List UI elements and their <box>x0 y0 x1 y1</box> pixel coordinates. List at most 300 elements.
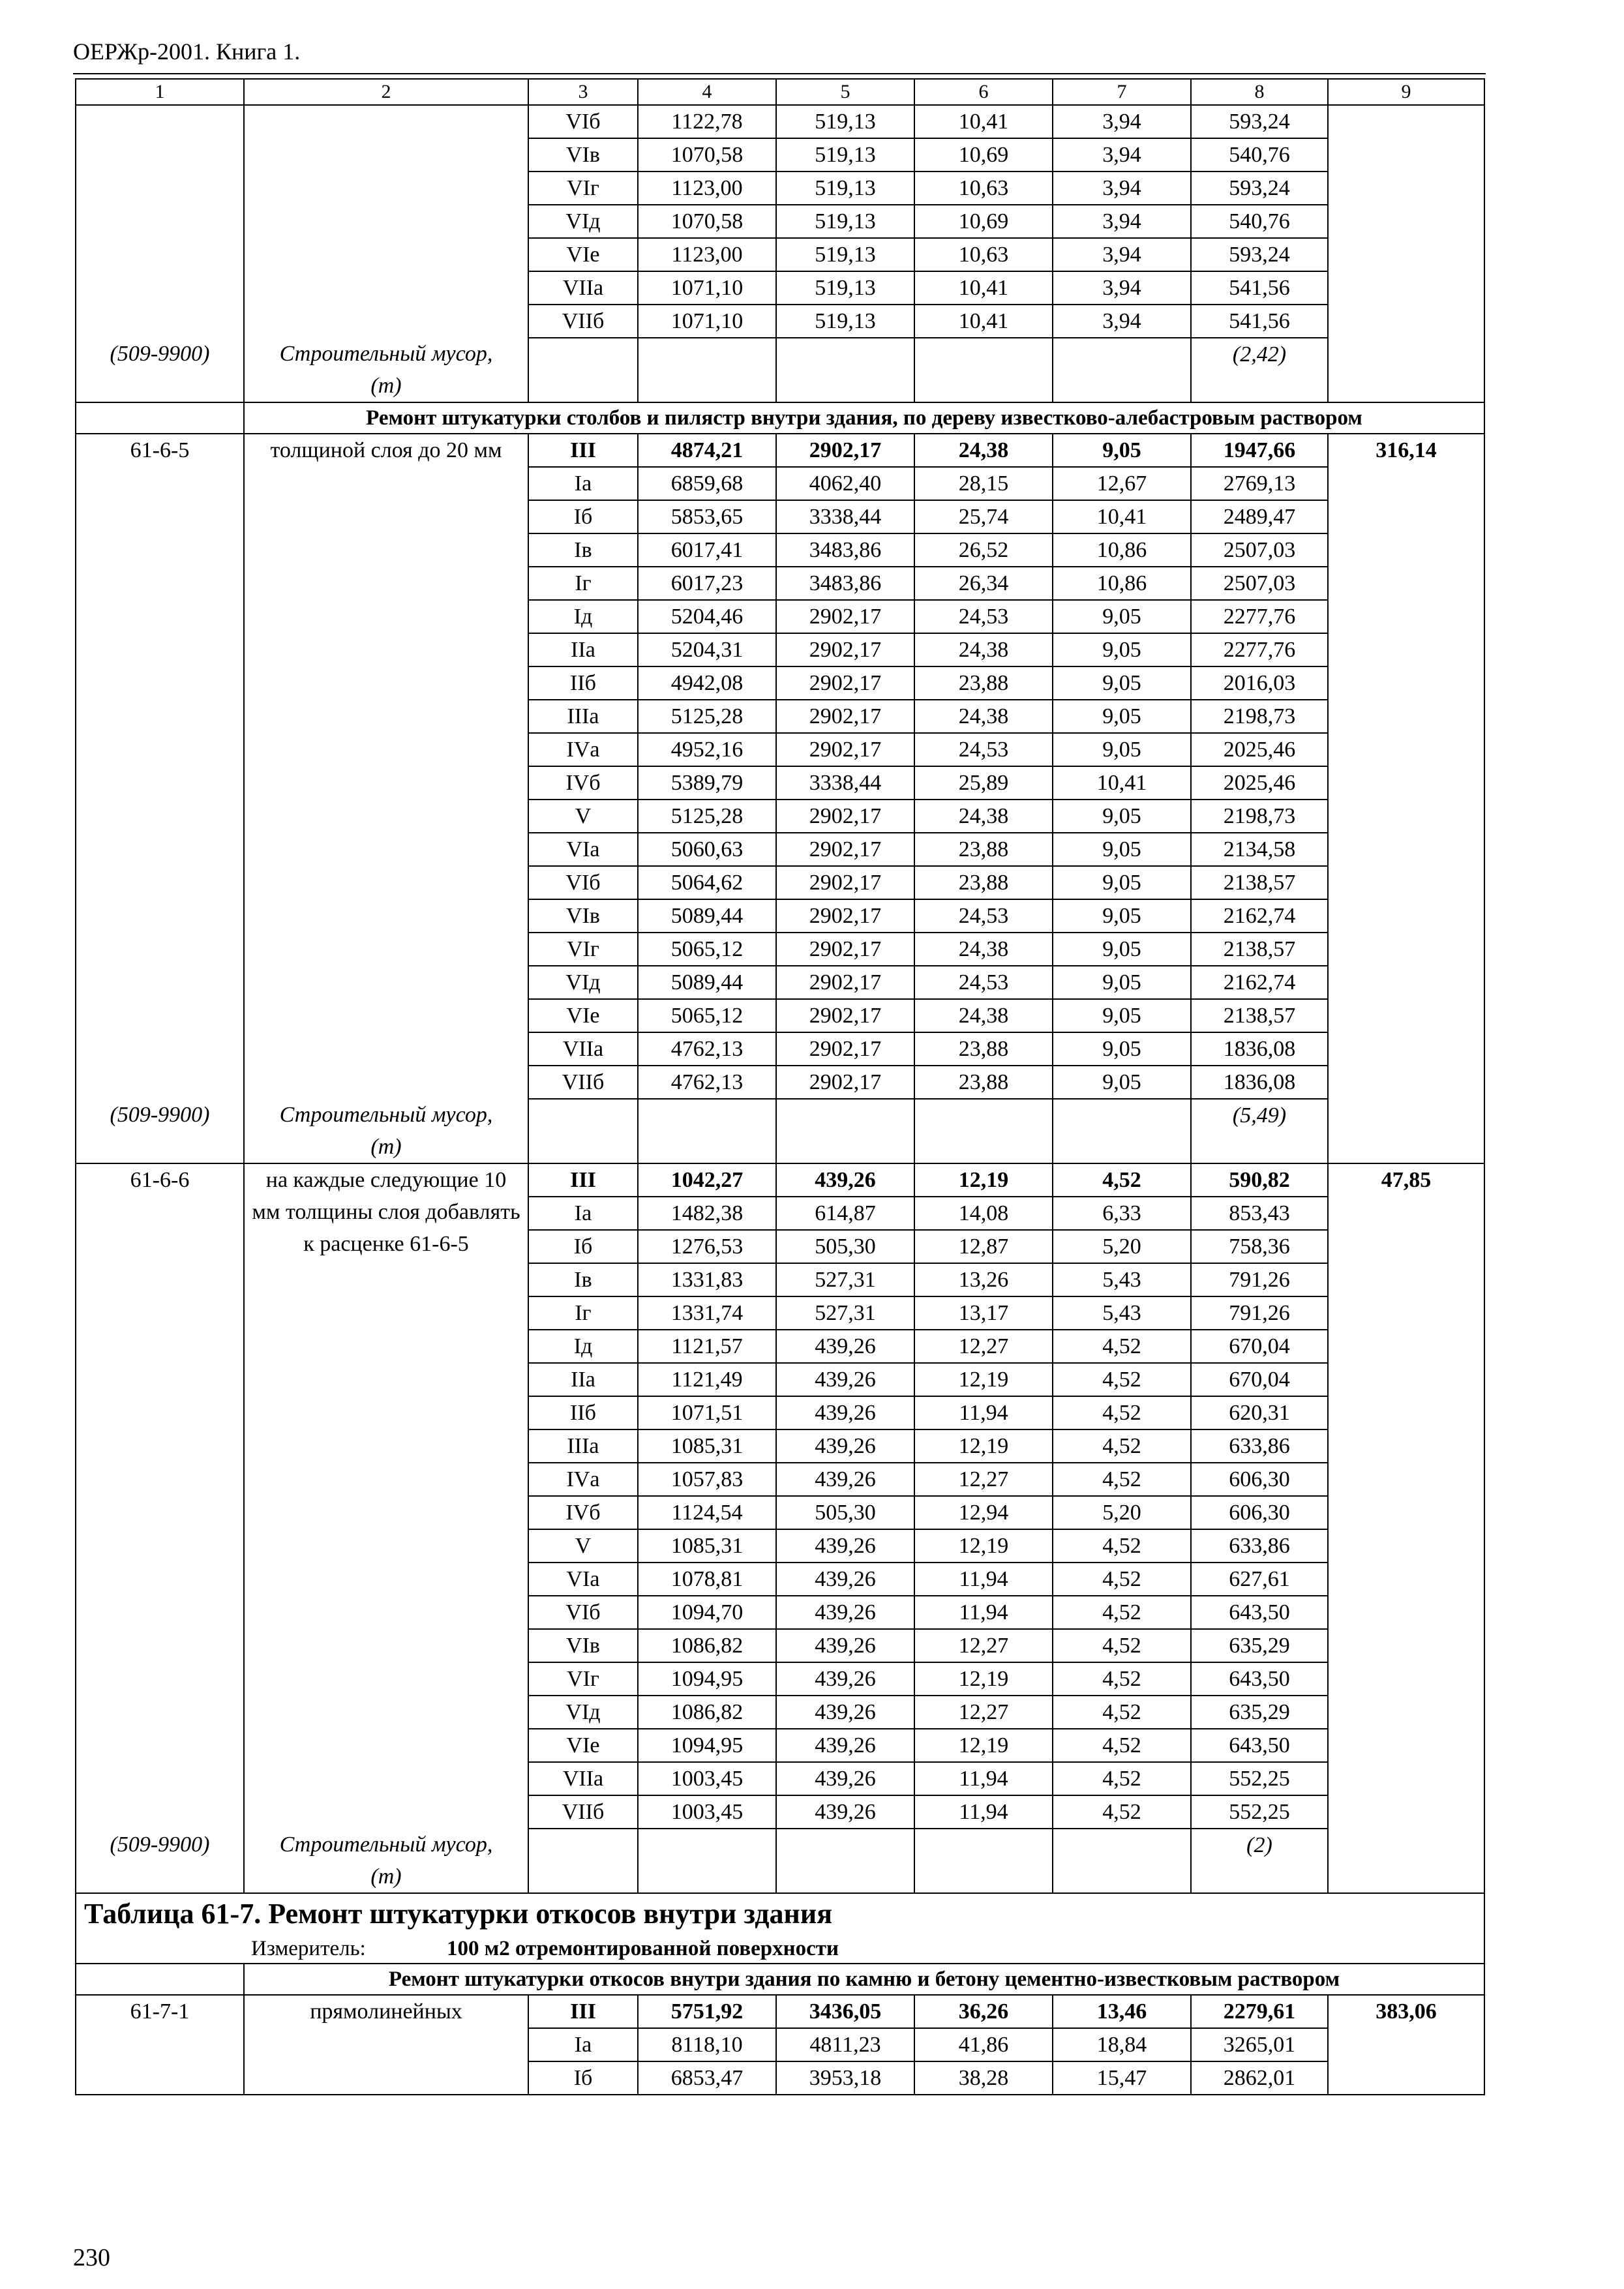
machinists-wages-cell: 4,52 <box>1053 1396 1191 1429</box>
column-number: 9 <box>1328 79 1484 105</box>
zone-cell: V <box>528 800 638 833</box>
debris-quantity: (5,49) <box>1191 1099 1328 1163</box>
machinists-wages-cell: 5,43 <box>1053 1263 1191 1296</box>
zone-cell: VIв <box>528 1629 638 1662</box>
wages-cell: 439,26 <box>776 1463 914 1496</box>
machines-cell: 11,94 <box>914 1795 1053 1829</box>
total-cost-cell: 4762,13 <box>638 1032 776 1066</box>
section-heading-row <box>76 1964 1484 1995</box>
wages-cell: 439,26 <box>776 1529 914 1563</box>
meter-value: 100 м2 отремонтированной поверхности <box>447 1937 839 1960</box>
total-cost-cell: 5389,79 <box>638 766 776 800</box>
total-cost-cell: 1094,95 <box>638 1729 776 1762</box>
rate-description: на каждые следующие 10 мм толщины слоя добавлять к расценке 61-6-5 <box>244 1163 528 1829</box>
zone-cell: Iд <box>528 1330 638 1363</box>
total-cost-cell: 4952,16 <box>638 733 776 766</box>
debris-unit-text: (т) <box>370 1135 402 1159</box>
materials-cell: 540,76 <box>1191 138 1328 172</box>
total-cost-cell: 4762,13 <box>638 1066 776 1099</box>
machinists-wages-cell: 15,47 <box>1053 2061 1191 2095</box>
machines-cell: 11,94 <box>914 1762 1053 1795</box>
zone-cell: Iв <box>528 533 638 567</box>
machinists-wages-cell: 6,33 <box>1053 1197 1191 1230</box>
materials-cell: 2134,58 <box>1191 833 1328 866</box>
wages-cell: 2902,17 <box>776 800 914 833</box>
wages-cell: 439,26 <box>776 1163 914 1197</box>
wages-cell: 439,26 <box>776 1729 914 1762</box>
empty-cell <box>528 1099 638 1163</box>
machinists-wages-cell: 9,05 <box>1053 600 1191 633</box>
wages-cell: 2902,17 <box>776 1066 914 1099</box>
zone-cell: Iб <box>528 1230 638 1263</box>
zone-cell: V <box>528 1529 638 1563</box>
materials-cell: 633,86 <box>1191 1529 1328 1563</box>
machines-cell: 10,63 <box>914 238 1053 271</box>
machines-cell: 11,94 <box>914 1396 1053 1429</box>
column-number: 3 <box>528 79 638 105</box>
total-cost-cell: 5064,62 <box>638 866 776 899</box>
machines-cell: 10,41 <box>914 271 1053 305</box>
machinists-wages-cell: 5,20 <box>1053 1496 1191 1529</box>
total-cost-cell: 6853,47 <box>638 2061 776 2095</box>
machines-cell: 12,94 <box>914 1496 1053 1529</box>
debris-unit-text: (т) <box>370 374 402 398</box>
wages-cell: 3953,18 <box>776 2061 914 2095</box>
table-title: Таблица 61-7. Ремонт штукатурки откосов внутри здания <box>76 1893 1484 1934</box>
wages-cell: 519,13 <box>776 305 914 338</box>
wages-cell: 505,30 <box>776 1230 914 1263</box>
zone-cell: VIд <box>528 205 638 238</box>
machinists-wages-cell: 4,52 <box>1053 1330 1191 1363</box>
zone-cell: VIа <box>528 833 638 866</box>
labor-cell: 47,85 <box>1328 1163 1484 1829</box>
debris-code: (509-9900) <box>76 1829 244 1893</box>
debris-code: (509-9900) <box>76 1099 244 1163</box>
total-cost-cell: 1057,83 <box>638 1463 776 1496</box>
rate-description: прямолинейных <box>244 1995 528 2095</box>
empty-cell <box>914 1829 1053 1893</box>
materials-cell: 791,26 <box>1191 1263 1328 1296</box>
machinists-wages-cell: 4,52 <box>1053 1662 1191 1696</box>
machinists-wages-cell: 3,94 <box>1053 238 1191 271</box>
materials-cell: 2507,03 <box>1191 533 1328 567</box>
empty-cell <box>1053 1829 1191 1893</box>
total-cost-cell: 1122,78 <box>638 105 776 138</box>
debris-quantity: (2) <box>1191 1829 1328 1893</box>
machinists-wages-cell: 4,52 <box>1053 1696 1191 1729</box>
machinists-wages-cell: 3,94 <box>1053 305 1191 338</box>
empty-cell <box>914 1099 1053 1163</box>
zone-cell: VIIа <box>528 1032 638 1066</box>
machinists-wages-cell: 9,05 <box>1053 434 1191 467</box>
section-heading: Ремонт штукатурки откосов внутри здания по камню и бетону цементно-известковым раствором <box>244 1964 1484 1995</box>
section-heading-row <box>76 402 1484 434</box>
machinists-wages-cell: 9,05 <box>1053 833 1191 866</box>
zone-cell: IIIа <box>528 700 638 733</box>
rate-first-row <box>76 434 1484 467</box>
zone-cell: Iа <box>528 1197 638 1230</box>
wages-cell: 519,13 <box>776 105 914 138</box>
total-cost-cell: 1085,31 <box>638 1429 776 1463</box>
rates-table <box>75 78 1484 2095</box>
zone-cell: IIб <box>528 666 638 700</box>
machines-cell: 28,15 <box>914 467 1053 500</box>
debris-label <box>244 338 528 402</box>
wages-cell: 2902,17 <box>776 833 914 866</box>
wages-cell: 439,26 <box>776 1596 914 1629</box>
description-cell <box>244 105 528 338</box>
debris-row <box>76 338 1484 402</box>
machinists-wages-cell: 4,52 <box>1053 1363 1191 1396</box>
machinists-wages-cell: 4,52 <box>1053 1629 1191 1662</box>
column-numbers-row <box>76 79 1484 105</box>
machinists-wages-cell: 10,41 <box>1053 500 1191 533</box>
machinists-wages-cell: 4,52 <box>1053 1596 1191 1629</box>
materials-cell: 2138,57 <box>1191 933 1328 966</box>
machines-cell: 10,69 <box>914 205 1053 238</box>
materials-cell: 540,76 <box>1191 205 1328 238</box>
materials-cell: 2162,74 <box>1191 899 1328 933</box>
machines-cell: 13,17 <box>914 1296 1053 1330</box>
zone-cell: VIг <box>528 1662 638 1696</box>
total-cost-cell: 5125,28 <box>638 800 776 833</box>
machines-cell: 11,94 <box>914 1596 1053 1629</box>
labor-cell <box>1328 1829 1484 1893</box>
machines-cell: 24,38 <box>914 700 1053 733</box>
wages-cell: 439,26 <box>776 1762 914 1795</box>
empty-cell <box>528 1829 638 1893</box>
machinists-wages-cell: 3,94 <box>1053 172 1191 205</box>
zone-cell: IVб <box>528 766 638 800</box>
zone-cell: IVб <box>528 1496 638 1529</box>
materials-cell: 2862,01 <box>1191 2061 1328 2095</box>
table-title-row <box>76 1893 1484 1934</box>
total-cost-cell: 8118,10 <box>638 2028 776 2061</box>
materials-cell: 2279,61 <box>1191 1995 1328 2028</box>
materials-cell: 552,25 <box>1191 1795 1328 1829</box>
labor-cell: 383,06 <box>1328 1995 1484 2095</box>
header-rule <box>73 73 1486 74</box>
materials-cell: 2489,47 <box>1191 500 1328 533</box>
column-number: 5 <box>776 79 914 105</box>
total-cost-cell: 1086,82 <box>638 1696 776 1729</box>
section-heading: Ремонт штукатурки столбов и пилястр внутри здания, по дереву известково-алебастровым раствором <box>244 402 1484 434</box>
zone-cell: VIе <box>528 1729 638 1762</box>
machines-cell: 10,69 <box>914 138 1053 172</box>
machines-cell: 12,27 <box>914 1330 1053 1363</box>
total-cost-cell: 1042,27 <box>638 1163 776 1197</box>
zone-cell: VIб <box>528 1596 638 1629</box>
total-cost-cell: 6017,41 <box>638 533 776 567</box>
materials-cell: 541,56 <box>1191 305 1328 338</box>
total-cost-cell: 6017,23 <box>638 567 776 600</box>
machines-cell: 24,38 <box>914 933 1053 966</box>
empty-cell <box>1053 338 1191 402</box>
materials-cell: 2138,57 <box>1191 866 1328 899</box>
machines-cell: 24,53 <box>914 966 1053 999</box>
machinists-wages-cell: 4,52 <box>1053 1762 1191 1795</box>
machines-cell: 11,94 <box>914 1563 1053 1596</box>
machines-cell: 12,19 <box>914 1729 1053 1762</box>
wages-cell: 505,30 <box>776 1496 914 1529</box>
materials-cell: 1947,66 <box>1191 434 1328 467</box>
materials-cell: 2198,73 <box>1191 800 1328 833</box>
rate-description: толщиной слоя до 20 мм <box>244 434 528 1099</box>
wages-cell: 3483,86 <box>776 533 914 567</box>
rates-grid <box>75 78 1485 2095</box>
total-cost-cell: 1003,45 <box>638 1795 776 1829</box>
total-cost-cell: 1070,58 <box>638 205 776 238</box>
machines-cell: 14,08 <box>914 1197 1053 1230</box>
machines-cell: 23,88 <box>914 1032 1053 1066</box>
machines-cell: 12,27 <box>914 1629 1053 1662</box>
materials-cell: 1836,08 <box>1191 1032 1328 1066</box>
empty-cell <box>528 338 638 402</box>
rate-code: 61-6-5 <box>76 434 244 1099</box>
labor-cell <box>1328 1099 1484 1163</box>
machinists-wages-cell: 5,43 <box>1053 1296 1191 1330</box>
empty-cell <box>1053 1099 1191 1163</box>
wages-cell: 2902,17 <box>776 700 914 733</box>
machines-cell: 10,41 <box>914 305 1053 338</box>
materials-cell: 643,50 <box>1191 1662 1328 1696</box>
total-cost-cell: 1071,10 <box>638 305 776 338</box>
wages-cell: 527,31 <box>776 1296 914 1330</box>
rate-first-row <box>76 1995 1484 2028</box>
zone-cell: VIг <box>528 172 638 205</box>
total-cost-cell: 4874,21 <box>638 434 776 467</box>
machinists-wages-cell: 4,52 <box>1053 1729 1191 1762</box>
zone-cell: VIг <box>528 933 638 966</box>
machinists-wages-cell: 9,05 <box>1053 999 1191 1032</box>
machinists-wages-cell: 3,94 <box>1053 105 1191 138</box>
zone-cell: VIв <box>528 899 638 933</box>
machines-cell: 38,28 <box>914 2061 1053 2095</box>
wages-cell: 2902,17 <box>776 966 914 999</box>
debris-label-text: Строительный мусор, <box>279 1833 493 1857</box>
materials-cell: 627,61 <box>1191 1563 1328 1596</box>
machines-cell: 25,74 <box>914 500 1053 533</box>
machinists-wages-cell: 3,94 <box>1053 205 1191 238</box>
machinists-wages-cell: 13,46 <box>1053 1995 1191 2028</box>
materials-cell: 2016,03 <box>1191 666 1328 700</box>
machines-cell: 24,38 <box>914 800 1053 833</box>
wages-cell: 2902,17 <box>776 733 914 766</box>
zone-cell: IIIа <box>528 1429 638 1463</box>
total-cost-cell: 1123,00 <box>638 238 776 271</box>
debris-label <box>244 1829 528 1893</box>
wages-cell: 3483,86 <box>776 567 914 600</box>
total-cost-cell: 1078,81 <box>638 1563 776 1596</box>
machines-cell: 12,87 <box>914 1230 1053 1263</box>
machinists-wages-cell: 12,67 <box>1053 467 1191 500</box>
zone-cell: VIIа <box>528 271 638 305</box>
zone-cell: VIе <box>528 999 638 1032</box>
total-cost-cell: 5125,28 <box>638 700 776 733</box>
materials-cell: 541,56 <box>1191 271 1328 305</box>
debris-label <box>244 1099 528 1163</box>
machinists-wages-cell: 9,05 <box>1053 1032 1191 1066</box>
wages-cell: 519,13 <box>776 205 914 238</box>
wages-cell: 439,26 <box>776 1662 914 1696</box>
wages-cell: 439,26 <box>776 1795 914 1829</box>
total-cost-cell: 1123,00 <box>638 172 776 205</box>
wages-cell: 519,13 <box>776 271 914 305</box>
zone-cell: VIIб <box>528 1066 638 1099</box>
wages-cell: 2902,17 <box>776 600 914 633</box>
zone-cell: Iб <box>528 2061 638 2095</box>
empty-cell <box>638 1099 776 1163</box>
machines-cell: 41,86 <box>914 2028 1053 2061</box>
materials-cell: 552,25 <box>1191 1762 1328 1795</box>
total-cost-cell: 5751,92 <box>638 1995 776 2028</box>
machinists-wages-cell: 9,05 <box>1053 933 1191 966</box>
zone-cell: IIа <box>528 1363 638 1396</box>
total-cost-cell: 6859,68 <box>638 467 776 500</box>
total-cost-cell: 1482,38 <box>638 1197 776 1230</box>
machinists-wages-cell: 3,94 <box>1053 271 1191 305</box>
machines-cell: 12,19 <box>914 1429 1053 1463</box>
wages-cell: 4811,23 <box>776 2028 914 2061</box>
column-number: 4 <box>638 79 776 105</box>
column-number: 8 <box>1191 79 1328 105</box>
zone-cell: VIIа <box>528 1762 638 1795</box>
zone-cell: Iа <box>528 467 638 500</box>
machinists-wages-cell: 4,52 <box>1053 1463 1191 1496</box>
wages-cell: 2902,17 <box>776 434 914 467</box>
page-number: 230 <box>73 2244 110 2271</box>
materials-cell: 853,43 <box>1191 1197 1328 1230</box>
materials-cell: 590,82 <box>1191 1163 1328 1197</box>
total-cost-cell: 1124,54 <box>638 1496 776 1529</box>
debris-label-text: Строительный мусор, <box>279 1103 493 1127</box>
empty-cell <box>776 338 914 402</box>
wages-cell: 2902,17 <box>776 899 914 933</box>
zone-cell: IVа <box>528 733 638 766</box>
rate-first-row <box>76 1163 1484 1197</box>
machines-cell: 24,38 <box>914 434 1053 467</box>
debris-row <box>76 1829 1484 1893</box>
debris-quantity: (2,42) <box>1191 338 1328 402</box>
zone-cell: VIа <box>528 1563 638 1596</box>
machines-cell: 12,19 <box>914 1662 1053 1696</box>
total-cost-cell: 4942,08 <box>638 666 776 700</box>
machinists-wages-cell: 9,05 <box>1053 633 1191 666</box>
total-cost-cell: 5089,44 <box>638 899 776 933</box>
materials-cell: 620,31 <box>1191 1396 1328 1429</box>
total-cost-cell: 1331,74 <box>638 1296 776 1330</box>
zone-cell: IVа <box>528 1463 638 1496</box>
materials-cell: 791,26 <box>1191 1296 1328 1330</box>
wages-cell: 519,13 <box>776 172 914 205</box>
machinists-wages-cell: 9,05 <box>1053 899 1191 933</box>
debris-label-text: Строительный мусор, <box>279 342 493 366</box>
zone-cell: Iв <box>528 1263 638 1296</box>
wages-cell: 439,26 <box>776 1629 914 1662</box>
materials-cell: 2162,74 <box>1191 966 1328 999</box>
materials-cell: 633,86 <box>1191 1429 1328 1463</box>
zone-cell: VIв <box>528 138 638 172</box>
materials-cell: 2507,03 <box>1191 567 1328 600</box>
machines-cell: 24,38 <box>914 633 1053 666</box>
machinists-wages-cell: 10,86 <box>1053 567 1191 600</box>
column-number: 1 <box>76 79 244 105</box>
total-cost-cell: 1094,70 <box>638 1596 776 1629</box>
machinists-wages-cell: 18,84 <box>1053 2028 1191 2061</box>
wages-cell: 2902,17 <box>776 999 914 1032</box>
zone-cell: VIIб <box>528 305 638 338</box>
labor-cell <box>1328 105 1484 402</box>
zone-cell: VIIб <box>528 1795 638 1829</box>
machines-cell: 24,53 <box>914 600 1053 633</box>
machinists-wages-cell: 4,52 <box>1053 1163 1191 1197</box>
machines-cell: 24,53 <box>914 733 1053 766</box>
meter-label: Измеритель: <box>251 1937 366 1960</box>
materials-cell: 635,29 <box>1191 1629 1328 1662</box>
total-cost-cell: 1121,49 <box>638 1363 776 1396</box>
materials-cell: 670,04 <box>1191 1330 1328 1363</box>
machines-cell: 12,19 <box>914 1529 1053 1563</box>
column-number: 2 <box>244 79 528 105</box>
code-cell <box>76 105 244 338</box>
wages-cell: 3338,44 <box>776 500 914 533</box>
machines-cell: 23,88 <box>914 1066 1053 1099</box>
wages-cell: 519,13 <box>776 238 914 271</box>
zone-cell: Iд <box>528 600 638 633</box>
empty-cell <box>638 1829 776 1893</box>
machinists-wages-cell: 5,20 <box>1053 1230 1191 1263</box>
zone-cell: VIб <box>528 105 638 138</box>
machines-cell: 23,88 <box>914 833 1053 866</box>
wages-cell: 439,26 <box>776 1563 914 1596</box>
wages-cell: 2902,17 <box>776 633 914 666</box>
zone-cell: VIд <box>528 966 638 999</box>
wages-cell: 519,13 <box>776 138 914 172</box>
materials-cell: 2025,46 <box>1191 766 1328 800</box>
machinists-wages-cell: 9,05 <box>1053 733 1191 766</box>
machinists-wages-cell: 9,05 <box>1053 1066 1191 1099</box>
machines-cell: 12,19 <box>914 1363 1053 1396</box>
zone-cell: VIе <box>528 238 638 271</box>
zone-cell: IIа <box>528 633 638 666</box>
machines-cell: 26,52 <box>914 533 1053 567</box>
running-header: ОЕРЖр-2001. Книга 1. <box>73 38 301 65</box>
zone-cell: III <box>528 1995 638 2028</box>
wages-cell: 3338,44 <box>776 766 914 800</box>
debris-code: (509-9900) <box>76 338 244 402</box>
rate-code: 61-7-1 <box>76 1995 244 2095</box>
total-cost-cell: 5065,12 <box>638 933 776 966</box>
debris-row <box>76 1099 1484 1163</box>
materials-cell: 643,50 <box>1191 1596 1328 1629</box>
wages-cell: 4062,40 <box>776 467 914 500</box>
total-cost-cell: 5060,63 <box>638 833 776 866</box>
zone-cell: III <box>528 434 638 467</box>
wages-cell: 2902,17 <box>776 866 914 899</box>
total-cost-cell: 5089,44 <box>638 966 776 999</box>
zone-cell: VIд <box>528 1696 638 1729</box>
total-cost-cell: 1070,58 <box>638 138 776 172</box>
machines-cell: 12,19 <box>914 1163 1053 1197</box>
materials-cell: 643,50 <box>1191 1729 1328 1762</box>
wages-cell: 3436,05 <box>776 1995 914 2028</box>
machinists-wages-cell: 9,05 <box>1053 966 1191 999</box>
machines-cell: 10,41 <box>914 105 1053 138</box>
machinists-wages-cell: 9,05 <box>1053 666 1191 700</box>
machines-cell: 23,88 <box>914 866 1053 899</box>
materials-cell: 2138,57 <box>1191 999 1328 1032</box>
machinists-wages-cell: 9,05 <box>1053 700 1191 733</box>
